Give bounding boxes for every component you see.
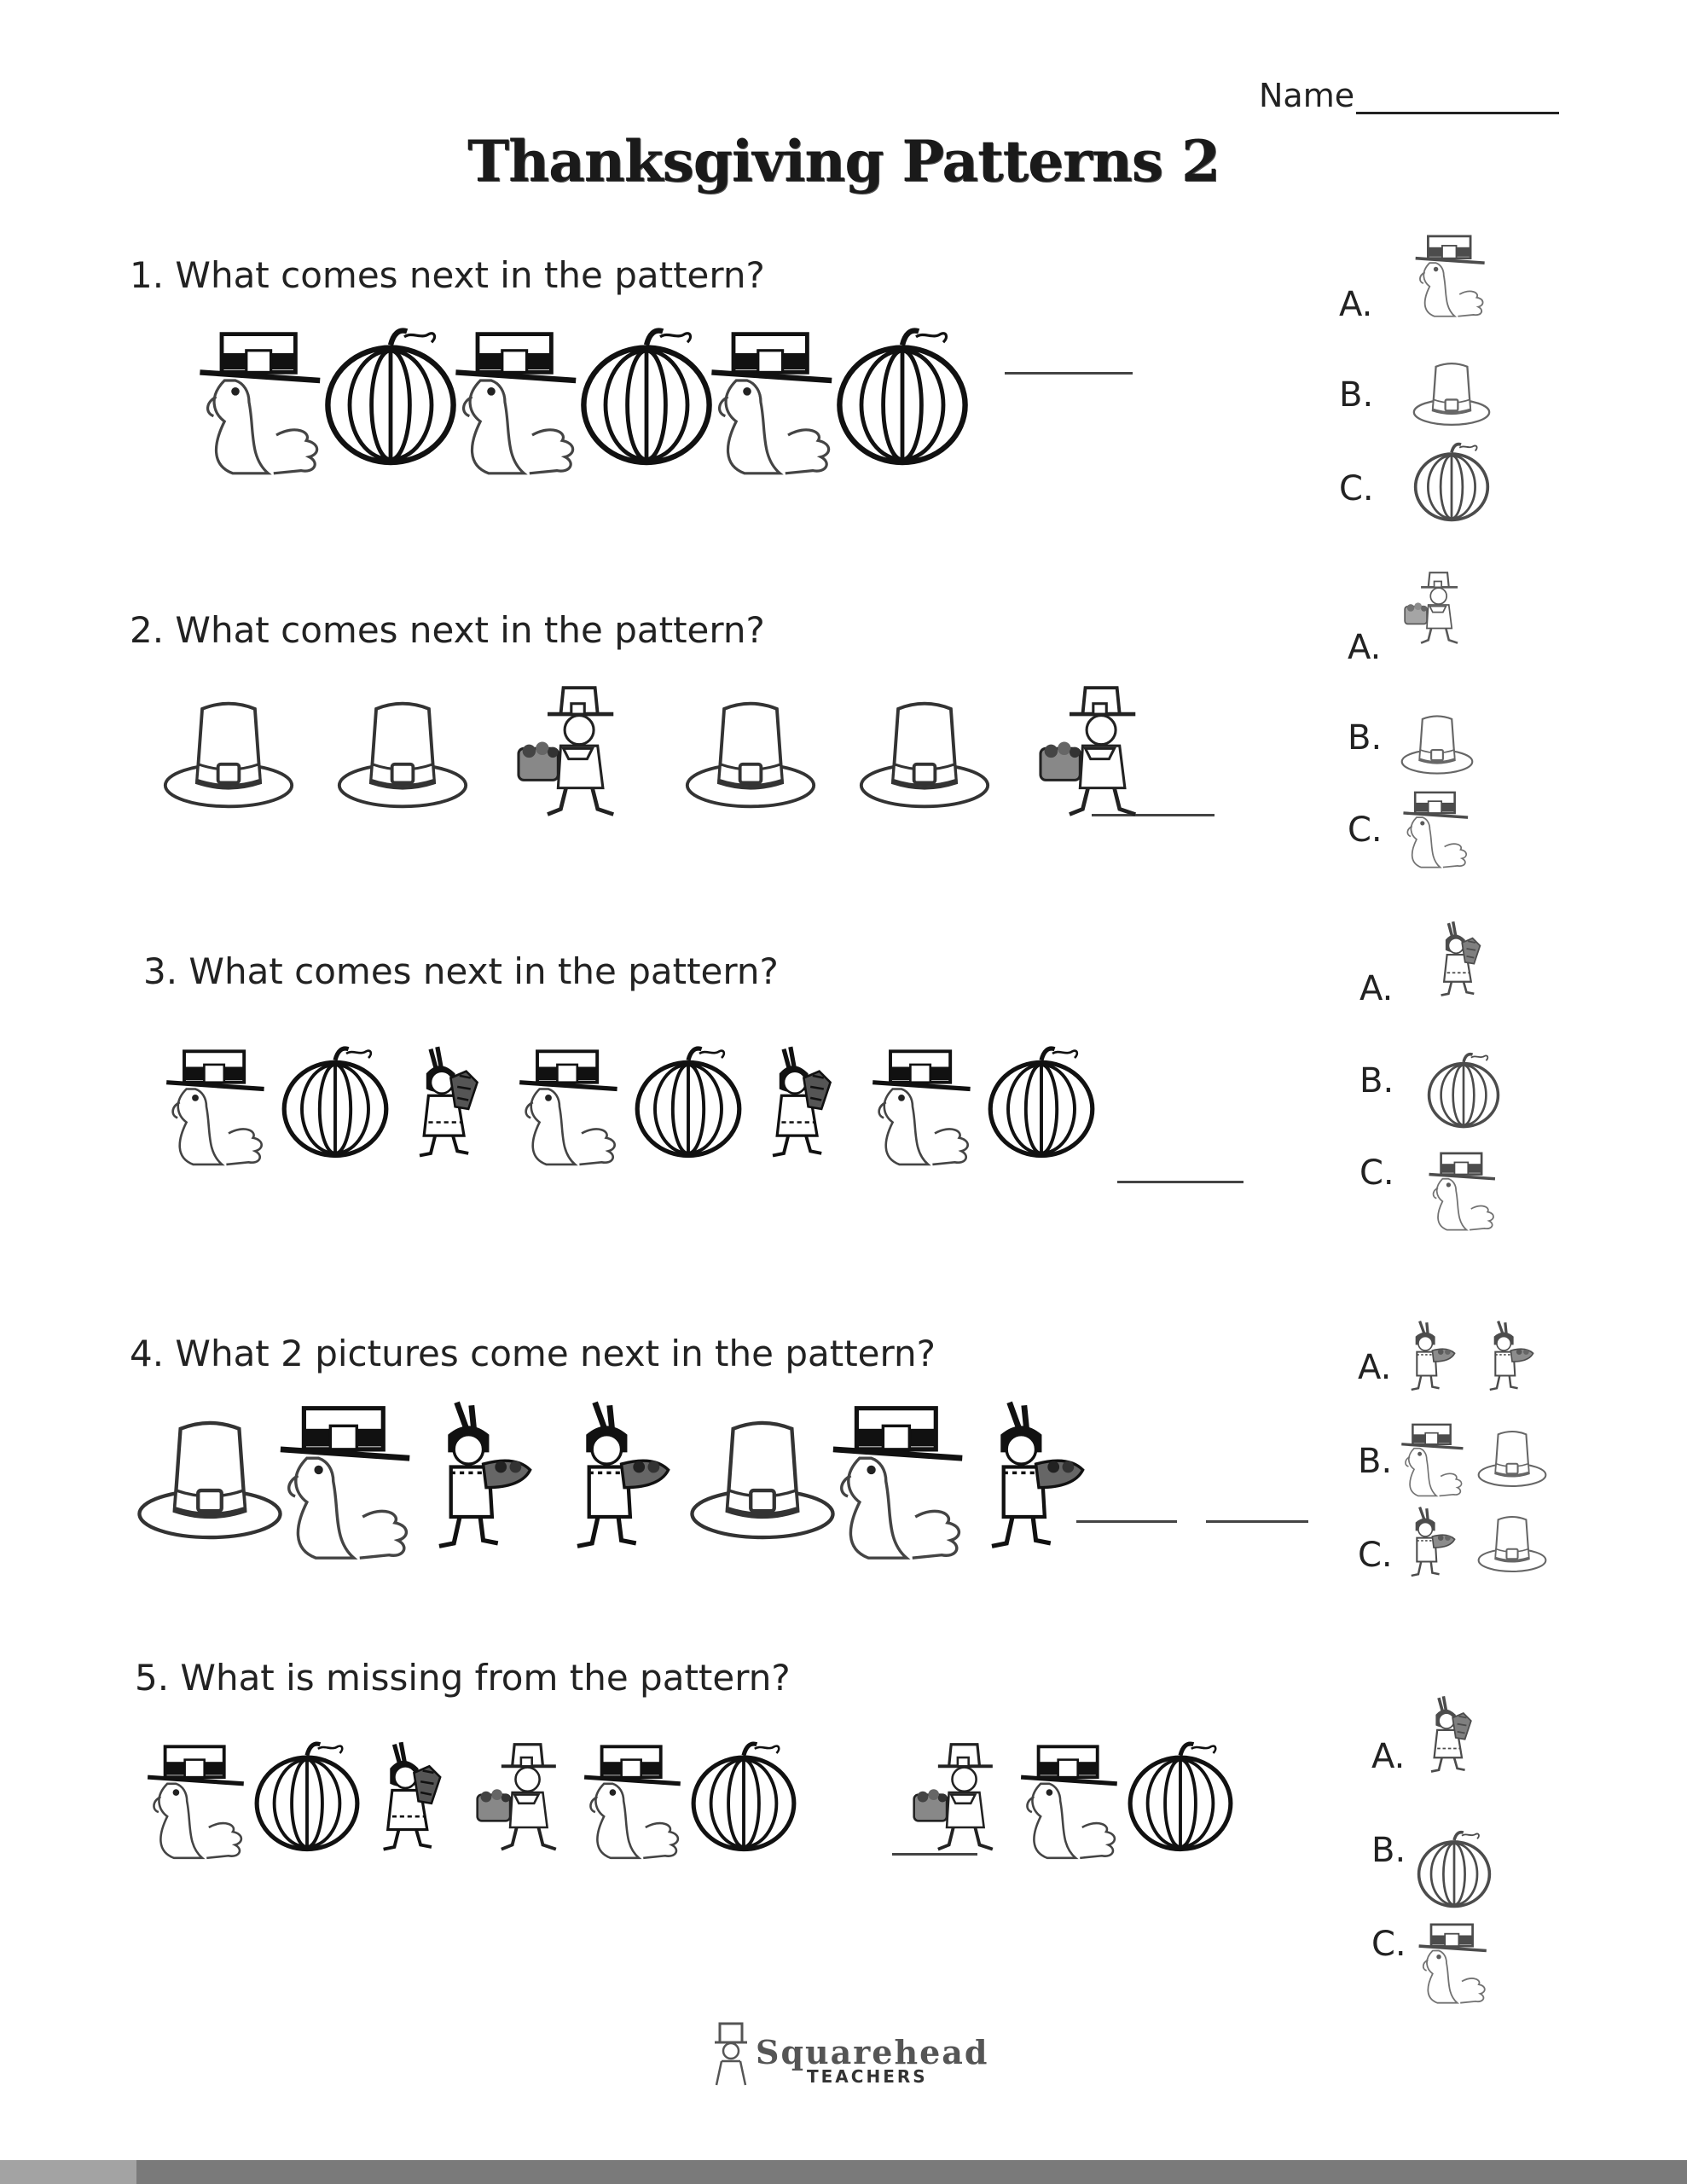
- q5-sequence-turkey-pilgrim-icon: [1017, 1715, 1126, 1885]
- q3-sequence-native-girl-icon: [751, 1020, 861, 1191]
- q5-sequence-pilgrim-boy-icon: [471, 1715, 580, 1885]
- q4-sequence-pilgrim-hat-icon: [136, 1399, 283, 1561]
- q5-option-1-pumpkin-icon: [1416, 1821, 1493, 1923]
- q4-option-0-native-boy-icon: [1399, 1316, 1469, 1401]
- q4-sequence-native-boy-icon: [965, 1399, 1112, 1561]
- q1-sequence-turkey-pilgrim-icon: [450, 324, 587, 478]
- q5-option-b[interactable]: B.: [1371, 1831, 1406, 1870]
- name-blank-line[interactable]: [1356, 83, 1559, 114]
- q4-option-2-pilgrim-hat-icon: [1477, 1502, 1547, 1587]
- question-4-prompt: 4. What 2 pictures come next in the pattern?: [130, 1333, 936, 1374]
- question-3-answer-blank[interactable]: [1117, 1181, 1244, 1183]
- q2-option-1-pilgrim-hat-icon: [1400, 698, 1474, 792]
- q5-sequence-native-girl-icon: [362, 1715, 471, 1885]
- q4-option-1-turkey-pilgrim-icon: [1399, 1416, 1469, 1502]
- q1-option-c[interactable]: C.: [1339, 469, 1374, 508]
- q4-sequence-pilgrim-hat-icon: [689, 1399, 836, 1561]
- q2-option-b[interactable]: B.: [1348, 718, 1383, 758]
- q3-sequence-turkey-pilgrim-icon: [515, 1020, 626, 1191]
- q3-option-1-pumpkin-icon: [1426, 1046, 1501, 1140]
- q5-sequence-pumpkin-icon: [689, 1715, 798, 1885]
- q1-sequence-pumpkin-icon: [578, 324, 715, 478]
- logo-subtext: TEACHERS: [807, 2066, 928, 2087]
- q4-sequence-turkey-pilgrim-icon: [275, 1399, 421, 1561]
- q1-option-0-turkey-pilgrim-icon: [1412, 224, 1491, 326]
- q3-sequence-turkey-pilgrim-icon: [868, 1020, 979, 1191]
- q3-sequence-pumpkin-icon: [633, 1020, 744, 1191]
- question-2-prompt: 2. What comes next in the pattern?: [130, 609, 765, 651]
- q3-sequence-pumpkin-icon: [986, 1020, 1097, 1191]
- q2-sequence-pilgrim-hat-icon: [334, 682, 471, 828]
- q3-sequence-native-girl-icon: [397, 1020, 508, 1191]
- q5-option-a[interactable]: A.: [1371, 1737, 1406, 1776]
- question-4-answer-blank-2[interactable]: [1206, 1520, 1308, 1523]
- q5-option-0-native-girl-icon: [1416, 1686, 1493, 1788]
- q3-option-b[interactable]: B.: [1359, 1061, 1394, 1101]
- q2-option-0-pilgrim-boy-icon: [1400, 563, 1474, 657]
- pilgrim-logo-icon: [706, 2020, 756, 2087]
- q3-sequence-pumpkin-icon: [280, 1020, 391, 1191]
- q5-sequence-turkey-pilgrim-icon: [580, 1715, 689, 1885]
- q2-sequence-pilgrim-hat-icon: [682, 682, 819, 828]
- q3-sequence-turkey-pilgrim-icon: [162, 1020, 273, 1191]
- q3-option-c[interactable]: C.: [1359, 1153, 1394, 1193]
- question-2-answer-blank[interactable]: [1092, 814, 1215, 816]
- q4-option-b[interactable]: B.: [1358, 1442, 1393, 1481]
- question-4-answer-blank-1[interactable]: [1076, 1520, 1177, 1523]
- q1-option-a[interactable]: A.: [1339, 285, 1373, 324]
- name-field: [1259, 77, 1559, 114]
- q4-option-1-pilgrim-hat-icon: [1477, 1416, 1547, 1502]
- question-1-prompt: 1. What comes next in the pattern?: [130, 254, 765, 296]
- q1-sequence-turkey-pilgrim-icon: [194, 324, 331, 478]
- q4-option-2-native-boy-icon: [1399, 1502, 1469, 1587]
- question-5-answer-blank[interactable]: [892, 1853, 977, 1856]
- q2-option-c[interactable]: C.: [1348, 810, 1383, 850]
- q1-option-b[interactable]: B.: [1339, 375, 1374, 415]
- q4-sequence-native-boy-icon: [551, 1399, 698, 1561]
- q2-sequence-pilgrim-boy-icon: [508, 682, 645, 828]
- q5-sequence-pilgrim-boy-icon: [907, 1715, 1017, 1885]
- q5-sequence-pumpkin-icon: [1126, 1715, 1235, 1885]
- q5-sequence-pumpkin-icon: [252, 1715, 362, 1885]
- q4-option-a[interactable]: A.: [1358, 1348, 1392, 1387]
- q2-option-a[interactable]: A.: [1348, 628, 1382, 667]
- footer-bar: [0, 2160, 1687, 2184]
- q1-sequence-turkey-pilgrim-icon: [706, 324, 843, 478]
- q1-option-2-pumpkin-icon: [1412, 433, 1491, 536]
- q5-option-2-turkey-pilgrim-icon: [1416, 1911, 1493, 2013]
- q2-sequence-pilgrim-hat-icon: [160, 682, 297, 828]
- question-1-answer-blank[interactable]: [1005, 372, 1133, 375]
- logo-word: Squarehead: [756, 2033, 989, 2071]
- q1-sequence-pumpkin-icon: [322, 324, 459, 478]
- q1-sequence-pumpkin-icon: [834, 324, 971, 478]
- q4-option-0-native-boy-icon: [1477, 1316, 1547, 1401]
- name-label: Name: [1259, 77, 1355, 114]
- question-5-prompt: 5. What is missing from the pattern?: [135, 1657, 791, 1699]
- q1-option-1-pilgrim-hat-icon: [1412, 343, 1491, 445]
- worksheet-title: Thanksgiving Patterns 2: [467, 128, 1220, 195]
- question-3-prompt: 3. What comes next in the pattern?: [143, 950, 779, 992]
- q4-sequence-turkey-pilgrim-icon: [827, 1399, 974, 1561]
- q3-option-2-turkey-pilgrim-icon: [1426, 1143, 1501, 1237]
- q4-sequence-native-boy-icon: [413, 1399, 559, 1561]
- q3-option-a[interactable]: A.: [1359, 969, 1394, 1008]
- q2-sequence-pilgrim-hat-icon: [856, 682, 993, 828]
- q3-option-0-native-girl-icon: [1426, 915, 1501, 1008]
- q2-sequence-pilgrim-boy-icon: [1030, 682, 1167, 828]
- q4-option-c[interactable]: C.: [1358, 1536, 1393, 1575]
- squarehead-teachers-logo: [706, 2020, 988, 2087]
- footer-bar-accent: [0, 2160, 136, 2184]
- q2-option-2-turkey-pilgrim-icon: [1400, 781, 1474, 875]
- q5-sequence-turkey-pilgrim-icon: [143, 1715, 252, 1885]
- q5-option-c[interactable]: C.: [1371, 1925, 1406, 1964]
